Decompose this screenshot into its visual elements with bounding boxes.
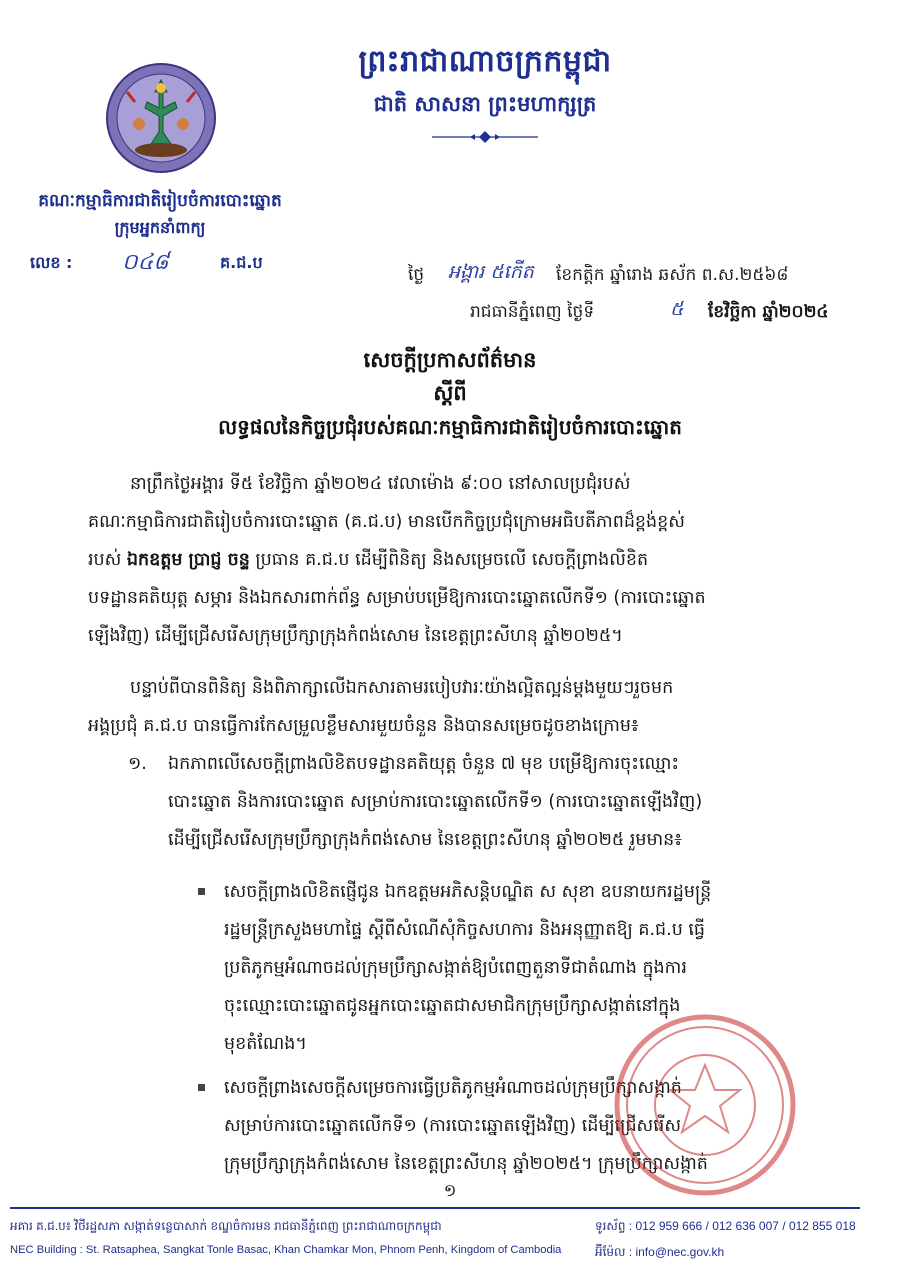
bullet-line: ក្រុមប្រឹក្សាក្រុងកំពង់សោម នៃខេត្តព្រះសីហនុ ឆ្នាំ២០២៥។ ក្រុមប្រឹក្សាសង្កាត់ xyxy=(224,1154,708,1174)
lunar-handwritten: អង្គារ ៥កើត xyxy=(448,261,534,283)
official-seal-icon xyxy=(610,1010,800,1200)
solar-rest: ខែវិច្ឆិកា ឆ្នាំ២០២៤ xyxy=(708,302,829,322)
paragraph-line: នាព្រឹកថ្ងៃអង្គារ ទី៥ ខែវិច្ឆិកា ឆ្នាំ២០២៤ វេលាម៉ោង ៩:០០ នៅសាលប្រជុំរបស់ xyxy=(130,474,631,494)
bullet-line: ចុះឈ្មោះបោះឆ្នោតជូនអ្នកបោះឆ្នោតជាសមាជិកក្រុមប្រឹក្សាសង្កាត់នៅក្នុង xyxy=(224,996,681,1016)
kingdom-header xyxy=(330,42,640,144)
list-item-text: ឯកភាពលើសេចក្តីព្រាងលិខិតបទដ្ឋានគតិយុត្ត ចំនួន ៧ មុខ បម្រើឱ្យការចុះឈ្មោះ xyxy=(168,754,680,774)
footer-address-kh: អគារ គ.ជ.ប៖ វិថីរដ្ឋសភា សង្កាត់ទន្លេបាសាក់ ខណ្ឌចំការមន រាជធានីភ្នំពេញ ព្រះរាជាណាចក្រកម្ពុជា xyxy=(10,1219,442,1233)
ref-label: លេខ : xyxy=(30,253,73,272)
paragraph-line: គណៈកម្មាធិការជាតិរៀបចំការបោះឆ្នោត (គ.ជ.ប) មានបើកកិច្ចប្រជុំក្រោមអធិបតីភាពដ៏ខ្ពង់ខ្ពស់ xyxy=(88,512,685,532)
paragraph-line: បន្ទាប់ពីបានពិនិត្យ និងពិភាក្សាលើឯកសារតាមរបៀបវារៈយ៉ាងល្អិតល្អន់ម្តងមួយៗរួចមក xyxy=(130,678,674,698)
list-item-line xyxy=(88,745,833,783)
list-item-number: ១. xyxy=(128,754,147,774)
dept-name: ក្រុមអ្នកនាំពាក្យ xyxy=(114,218,206,237)
ornament-divider-icon xyxy=(430,130,540,144)
bullet-line: សេចក្តីព្រាងលិខិតផ្ញើជូន ឯកឧត្តមអភិសន្តិបណ្ឌិត ស សុខា ឧបនាយករដ្ឋមន្ត្រី xyxy=(224,882,712,902)
footer-address-en: NEC Building : St. Ratsaphea, Sangkat Tonle Basac, Khan Chamkar Mon, Phnom Penh, Kingdom of Cambodia xyxy=(10,1244,562,1256)
lunar-rest: ខែកត្តិក ឆ្នាំរោង ឆស័ក ព.ស.២៥៦៨ xyxy=(556,265,789,285)
paragraph-text: របស់ xyxy=(88,550,122,570)
bullet-line: ប្រតិភូកម្មអំណាចដល់ក្រុមប្រឹក្សាសង្កាត់ឱ្យបំពេញតួនាទីជាតំណាង ក្នុងការ xyxy=(224,958,687,978)
chairman-name: ឯកឧត្តម ប្រាជ្ញ ចន្ទ xyxy=(126,550,250,570)
page-number: ១ xyxy=(443,1181,457,1201)
footer-divider xyxy=(10,1207,860,1209)
bullet-line: សេចក្តីព្រាងសេចក្តីសម្រេចការធ្វើប្រតិភូកម្មអំណាចដល់ក្រុមប្រឹក្សាសង្កាត់ xyxy=(224,1078,682,1098)
paragraph-line: អង្គប្រជុំ គ.ជ.ប បានធ្វើការកែសម្រួលខ្លឹមសារមួយចំនួន និងបានសម្រេចដូចខាងក្រោម៖ xyxy=(88,716,639,736)
paragraph-line: បទដ្ឋានគតិយុត្ត សម្ភារ និងឯកសារពាក់ព័ន្ធ សម្រាប់បម្រើឱ្យការបោះឆ្នោតលើកទី១ (ការបោះឆ្នោត xyxy=(88,588,706,608)
footer xyxy=(0,1214,901,1274)
paragraph-line: ឡើងវិញ) ដើម្បីជ្រើសរើសក្រុមប្រឹក្សាក្រុងកំពង់សោម នៃខេត្តព្រះសីហនុ ឆ្នាំ២០២៥។ xyxy=(88,626,623,646)
paragraph-text: ប្រធាន គ.ជ.ប ដើម្បីពិនិត្យ និងសម្រេចលើ សេចក្តីព្រាងលិខិត xyxy=(255,550,649,570)
lunar-prefix: ថ្ងៃ xyxy=(408,265,425,285)
ref-suffix: គ.ជ.ប xyxy=(220,253,263,272)
bullet-line: សម្រាប់ការបោះឆ្នោតលើកទី១ (ការបោះឆ្នោតឡើងវិញ) ដើម្បីជ្រើសរើស xyxy=(224,1116,681,1136)
bullet-square-icon xyxy=(198,1084,205,1091)
list-item-line: បោះឆ្នោត និងការបោះឆ្នោត សម្រាប់ការបោះឆ្នោតលើកទី១ (ការបោះឆ្នោតឡើងវិញ) xyxy=(168,792,703,812)
bullet-line: មុខតំណែង។ xyxy=(224,1034,307,1054)
ref-number: ០៤៨ xyxy=(122,250,169,275)
paragraph-line xyxy=(88,541,833,579)
document-title-block xyxy=(100,343,800,445)
bullet-line: រដ្ឋមន្ត្រីក្រសួងមហាផ្ទៃ ស្តីពីសំណើសុំកិច្ចសហការ និងអនុញ្ញាតឱ្យ គ.ជ.ប ធ្វើ xyxy=(224,920,706,940)
footer-email[interactable]: អ៊ីម៉ែល : info@nec.gov.kh xyxy=(595,1245,725,1259)
footer-phone: ទូរស័ព្ទ : 012 959 666 / 012 636 007 / 012 855 018 xyxy=(595,1219,856,1233)
solar-date xyxy=(470,297,850,331)
bullet-square-icon xyxy=(198,888,205,895)
lunar-date xyxy=(408,260,848,294)
document-subject: លទ្ធផលនៃកិច្ចប្រជុំរបស់គណៈកម្មាធិការជាតិរៀបចំការបោះឆ្នោត xyxy=(218,415,682,439)
document-title: សេចក្តីប្រកាសព័ត៌មាន xyxy=(363,348,537,372)
reference-number xyxy=(30,250,330,280)
org-block xyxy=(0,188,320,242)
document-subject-label: ស្តីពី xyxy=(433,381,467,405)
kingdom-title: ព្រះរាជាណាចក្រកម្ពុជា xyxy=(358,44,612,79)
list-item-line: ដើម្បីជ្រើសរើសក្រុមប្រឹក្សាក្រុងកំពង់សោម នៃខេត្តព្រះសីហនុ ឆ្នាំ២០២៥ រួមមាន៖ xyxy=(168,830,682,850)
org-name: គណៈកម្មាធិការជាតិរៀបចំការបោះឆ្នោត xyxy=(38,191,282,211)
solar-prefix: រាជធានីភ្នំពេញ ថ្ងៃទី xyxy=(470,302,595,322)
nec-emblem-icon xyxy=(105,62,217,174)
national-motto: ជាតិ សាសនា ព្រះមហាក្សត្រ xyxy=(373,92,597,116)
solar-handwritten: ៥ xyxy=(670,298,684,320)
